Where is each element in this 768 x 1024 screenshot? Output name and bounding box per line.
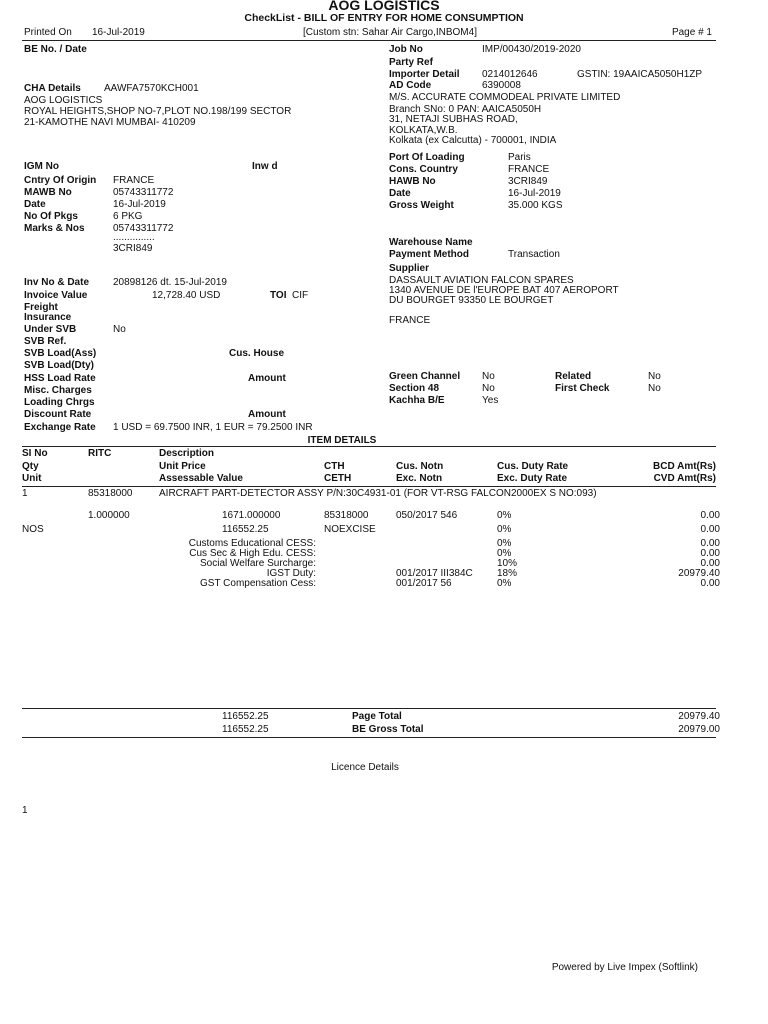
section-48-label: Section 48 <box>389 383 440 394</box>
cess-label: Cus Sec & High Edu. CESS: <box>189 548 316 559</box>
svb-ref-label: SVB Ref. <box>24 336 67 347</box>
payment-method: Transaction <box>508 249 560 260</box>
related-value: No <box>648 371 661 382</box>
col-unit: Unit <box>22 473 42 484</box>
country-origin: FRANCE <box>113 175 155 186</box>
page-total-label: Page Total <box>352 711 402 722</box>
marks-label: Marks & Nos <box>24 223 85 234</box>
header-divider <box>22 40 716 41</box>
green-channel: No <box>482 371 495 382</box>
supplier-line-1: DASSAULT AVIATION FALCON SPARES <box>389 275 574 286</box>
col-ceth: CETH <box>324 473 352 484</box>
cess-amount: 0.00 <box>700 558 720 569</box>
discount-rate-label: Discount Rate <box>24 409 92 420</box>
supplier-line-3: DU BOURGET 93350 LE BOURGET <box>389 295 554 306</box>
cess-amount: 0.00 <box>700 538 720 549</box>
page-total-value: 116552.25 <box>222 711 269 722</box>
custom-station: [Custom stn: Sahar Air Cargo,INBOM4] <box>303 27 477 38</box>
cha-address-2: 21-KAMOTHE NAVI MUMBAI- 410209 <box>24 117 196 128</box>
cha-details-label: CHA Details <box>24 83 81 94</box>
footer-page-number: 1 <box>22 805 28 816</box>
kachha-label: Kachha B/E <box>389 395 445 406</box>
licence-details: Licence Details <box>331 762 399 773</box>
page-number: Page # 1 <box>671 27 712 38</box>
importer-code: 0214012646 <box>482 69 538 80</box>
invoice-value-label: Invoice Value <box>24 290 88 301</box>
page-total-amount: 20979.40 <box>678 711 720 722</box>
cess-rate: 0% <box>497 578 512 589</box>
col-ritc: RITC <box>88 448 112 459</box>
hawb-no: 3CRI849 <box>508 176 548 187</box>
item-cvd-amt: 0.00 <box>700 524 720 535</box>
kachha-value: Yes <box>482 395 499 406</box>
amount-label: Amount <box>248 373 286 384</box>
inv-no-label: Inv No & Date <box>24 277 90 288</box>
section-48: No <box>482 383 495 394</box>
gstin: GSTIN: 19AAICA5050H1ZP <box>577 69 703 80</box>
right-date: 16-Jul-2019 <box>508 188 561 199</box>
cess-notn: 001/2017 III384C <box>396 568 473 579</box>
marks-value-1: 05743311772 <box>113 223 174 234</box>
be-no-label: BE No. / Date <box>24 44 87 55</box>
cess-rate: 0% <box>497 548 512 559</box>
inw-d-label: Inw d <box>252 161 278 172</box>
payment-method-label: Payment Method <box>389 249 470 260</box>
freight-label: Freight <box>24 302 58 313</box>
importer-address-2: KOLKATA,W.B. <box>389 125 458 136</box>
item-cus-notn: 050/2017 546 <box>396 510 458 521</box>
item-header-bottom-line <box>22 486 716 487</box>
document-subtitle: CheckList - BILL OF ENTRY FOR HOME CONSUMPTION <box>244 12 524 24</box>
mawb-no: 05743311772 <box>113 187 174 198</box>
col-sl-no: SI No <box>22 448 48 459</box>
exchange-rate-label: Exchange Rate <box>24 422 96 433</box>
warehouse-label: Warehouse Name <box>389 237 473 248</box>
item-qty: 1.000000 <box>88 510 130 521</box>
cess-rate: 10% <box>497 558 518 569</box>
pkgs-label: No Of Pkgs <box>24 211 78 222</box>
under-svb-label: Under SVB <box>24 324 77 335</box>
item-cus-duty-rate: 0% <box>497 510 512 521</box>
misc-charges-label: Misc. Charges <box>24 385 92 396</box>
igm-no-label: IGM No <box>24 161 59 172</box>
loading-charges-label: Loading Chrgs <box>24 397 95 408</box>
item-ritc: 85318000 <box>88 488 133 499</box>
totals-top-line <box>22 708 716 709</box>
supplier-line-4: FRANCE <box>389 315 431 326</box>
invoice-value: 12,728.40 USD <box>152 290 221 301</box>
port-loading-label: Port Of Loading <box>389 152 465 163</box>
ad-code-label: AD Code <box>389 80 432 91</box>
svb-load-ass-label: SVB Load(Ass) <box>24 348 97 359</box>
green-channel-label: Green Channel <box>389 371 461 382</box>
cus-house-label: Cus. House <box>229 348 285 359</box>
right-date-label: Date <box>389 188 411 199</box>
cess-amount: 0.00 <box>700 548 720 559</box>
col-unit-price: Unit Price <box>159 461 206 472</box>
gross-weight: 35.000 KGS <box>508 200 563 211</box>
printed-on-label: Printed On <box>24 27 72 38</box>
item-exc-duty-rate: 0% <box>497 524 512 535</box>
cons-country-label: Cons. Country <box>389 164 458 175</box>
cha-code: AAWFA7570KCH001 <box>104 83 199 94</box>
related-label: Related <box>555 371 592 382</box>
item-cth: 85318000 <box>324 510 369 521</box>
toi-label: TOI <box>270 290 287 301</box>
col-cvd-amt: CVD Amt(Rs) <box>653 473 716 484</box>
importer-address-3: Kolkata (ex Calcutta) - 700001, INDIA <box>389 135 557 146</box>
date-label: Date <box>24 199 46 210</box>
party-ref-label: Party Ref <box>389 57 433 68</box>
cha-address-1: ROYAL HEIGHTS,SHOP NO-7,PLOT NO.198/199 SECTOR <box>24 106 292 117</box>
col-cth: CTH <box>324 461 345 472</box>
col-cus-duty-rate: Cus. Duty Rate <box>497 461 569 472</box>
importer-detail-label: Importer Detail <box>389 69 460 80</box>
printed-on-date: 16-Jul-2019 <box>92 27 145 38</box>
be-gross-label: BE Gross Total <box>352 724 424 735</box>
cess-label: GST Compensation Cess: <box>200 578 316 589</box>
cess-label: IGST Duty: <box>266 568 316 579</box>
col-exc-notn: Exc. Notn <box>396 473 443 484</box>
be-gross-value: 116552.25 <box>222 724 269 735</box>
exchange-rate-value: 1 USD = 69.7500 INR, 1 EUR = 79.2500 INR <box>113 422 313 433</box>
ad-code: 6390008 <box>482 80 521 91</box>
mawb-label: MAWB No <box>24 187 72 198</box>
importer-name: M/S. ACCURATE COMMODEAL PRIVATE LIMITED <box>389 92 621 103</box>
insurance-label: Insurance <box>24 312 72 323</box>
job-no: IMP/00430/2019-2020 <box>482 44 581 55</box>
inv-no: 20898126 dt. 15-Jul-2019 <box>113 277 227 288</box>
supplier-label: Supplier <box>389 263 430 274</box>
item-details-top-line <box>22 446 716 447</box>
col-assessable-value: Assessable Value <box>159 473 243 484</box>
svb-load-dty-label: SVB Load(Dty) <box>24 360 94 371</box>
cess-rate: 0% <box>497 538 512 549</box>
gross-weight-label: Gross Weight <box>389 200 454 211</box>
first-check: No <box>648 383 661 394</box>
branch-pan: Branch SNo: 0 PAN: AAICA5050H <box>389 104 542 115</box>
col-qty: Qty <box>22 461 39 472</box>
hss-load-rate-label: HSS Load Rate <box>24 373 96 384</box>
toi-value: CIF <box>292 290 309 301</box>
cess-label: Customs Educational CESS: <box>188 538 316 549</box>
col-bcd-amt: BCD Amt(Rs) <box>653 461 716 472</box>
col-cus-notn: Cus. Notn <box>396 461 444 472</box>
totals-bottom-line <box>22 737 716 738</box>
supplier-line-2: 1340 AVENUE DE l'EUROPE BAT 407 AEROPORT <box>389 285 619 296</box>
date-value: 16-Jul-2019 <box>113 199 166 210</box>
cess-notn: 001/2017 56 <box>396 578 452 589</box>
item-unit-price: 1671.000000 <box>222 510 281 521</box>
be-gross-amount: 20979.00 <box>678 724 720 735</box>
powered-by: Powered by Live Impex (Softlink) <box>551 962 698 973</box>
cess-label: Social Welfare Surcharge: <box>200 558 316 569</box>
col-exc-duty-rate: Exc. Duty Rate <box>497 473 568 484</box>
company-title: AOG LOGISTICS <box>328 0 440 13</box>
country-origin-label: Cntry Of Origin <box>24 175 97 186</box>
item-sl-no: 1 <box>22 488 28 499</box>
hawb-label: HAWB No <box>389 176 436 187</box>
cess-amount: 20979.40 <box>678 568 720 579</box>
amount-2-label: Amount <box>248 409 286 420</box>
item-description: AIRCRAFT PART-DETECTOR ASSY P/N:30C4931-01 (FOR VT-RSG FALCON2000EX S NO:093) <box>159 488 597 499</box>
cess-amount: 0.00 <box>700 578 720 589</box>
cons-country: FRANCE <box>508 164 550 175</box>
cha-name: AOG LOGISTICS <box>24 95 103 106</box>
item-bcd-amt: 0.00 <box>700 510 720 521</box>
under-svb-value: No <box>113 324 126 335</box>
item-unit: NOS <box>22 524 44 535</box>
item-assessable-value: 116552.25 <box>222 524 269 535</box>
port-loading: Paris <box>508 152 531 163</box>
cess-rate: 18% <box>497 568 518 579</box>
pkgs-value: 6 PKG <box>113 211 143 222</box>
item-ceth: NOEXCISE <box>324 524 376 535</box>
importer-address-1: 31, NETAJI SUBHAS ROAD, <box>389 114 518 125</box>
item-details-heading: ITEM DETAILS <box>307 435 377 446</box>
first-check-label: First Check <box>555 383 610 394</box>
job-no-label: Job No <box>389 44 423 55</box>
col-description: Description <box>159 448 215 459</box>
marks-value-3: 3CRI849 <box>113 243 153 254</box>
marks-value-2: ............... <box>113 232 155 243</box>
